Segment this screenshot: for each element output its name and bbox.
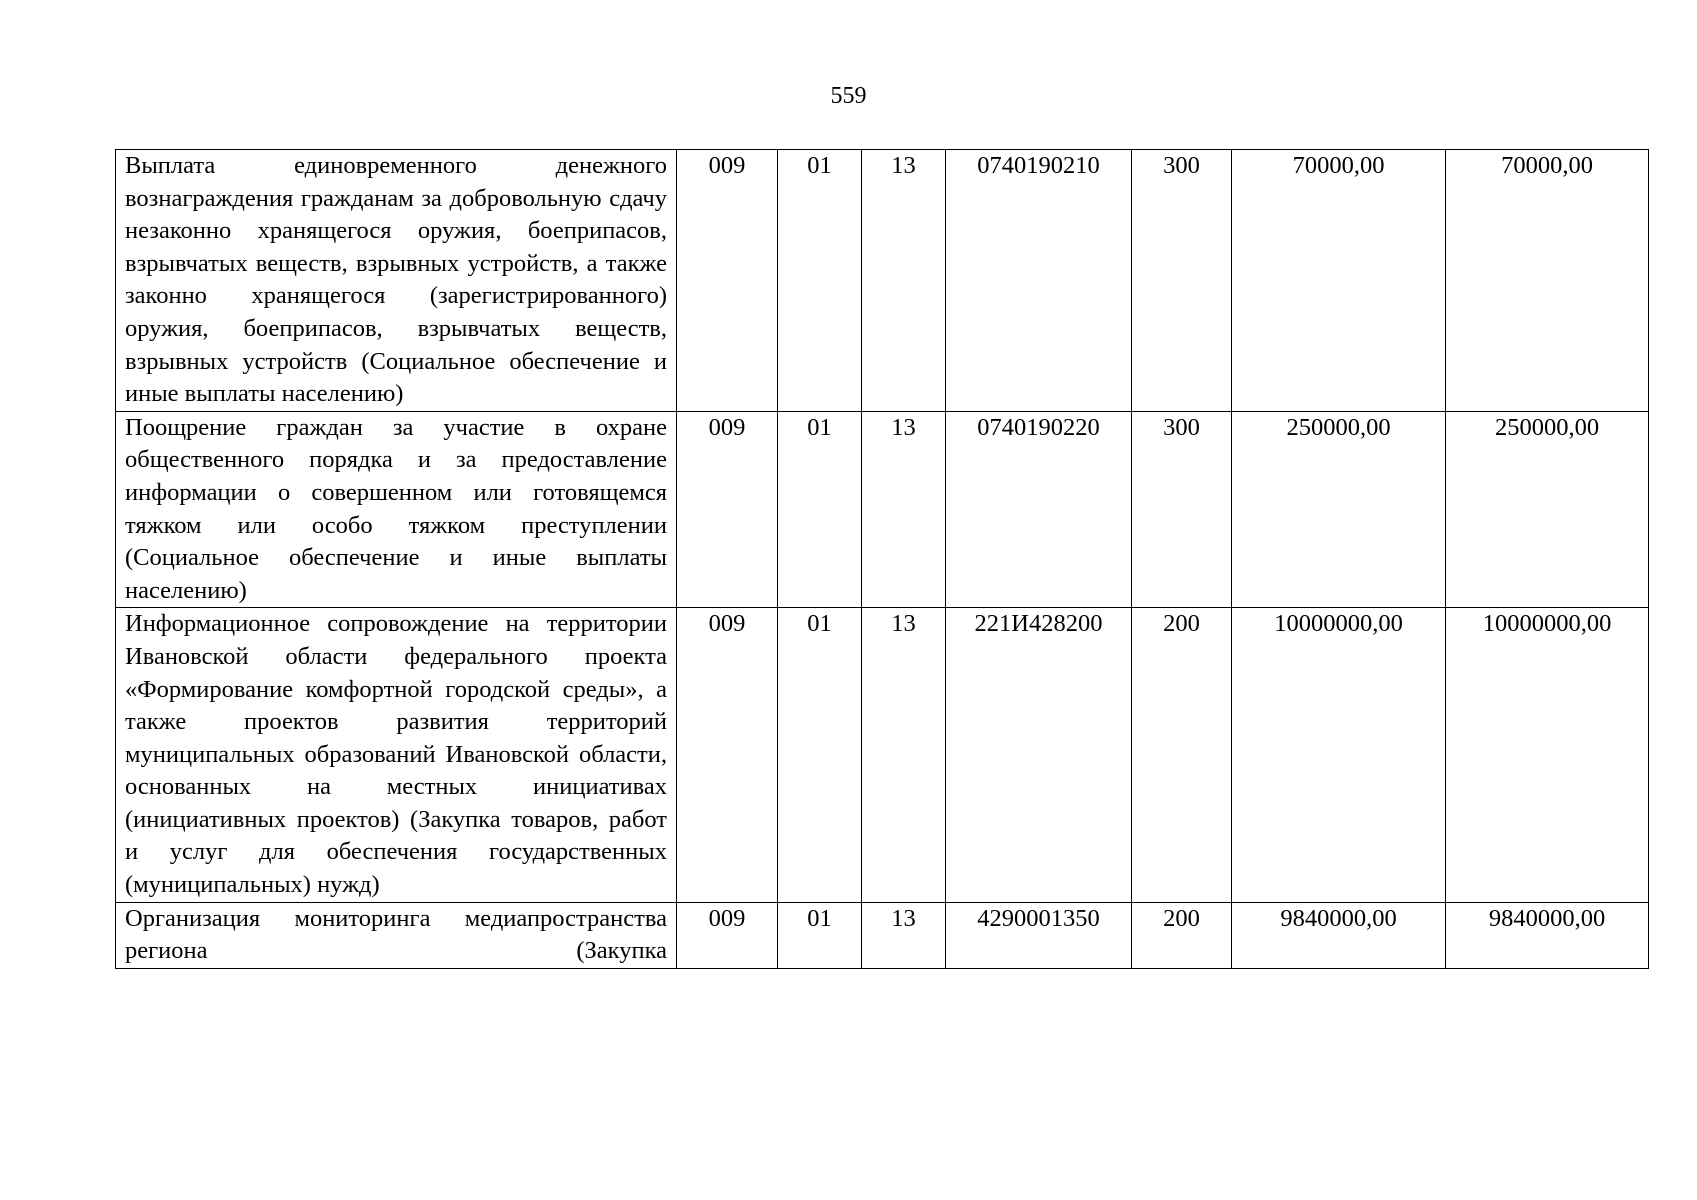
expense-type-code: 300 bbox=[1132, 150, 1232, 412]
expense-name: Выплата единовременного денежного вознаграждения гражданам за добровольную сдачу незаконно хранящегося оружия, боеприпасов, взрывчатых веществ, взрывных устройств, а также законно хранящегося (зарегистрированного) оружия, боеприпасов, взрывчатых веществ, взрывных устройств (Социальное обеспечение и иные выплаты населению) bbox=[116, 150, 677, 412]
section-code: 01 bbox=[778, 608, 862, 902]
expense-type-code: 200 bbox=[1132, 608, 1232, 902]
section-code: 01 bbox=[778, 902, 862, 968]
subsection-code: 13 bbox=[862, 608, 946, 902]
expense-type-code: 300 bbox=[1132, 411, 1232, 608]
subsection-code: 13 bbox=[862, 411, 946, 608]
target-article-code: 4290001350 bbox=[946, 902, 1132, 968]
subsection-code: 13 bbox=[862, 150, 946, 412]
subsection-code: 13 bbox=[862, 902, 946, 968]
ministry-code: 009 bbox=[677, 608, 778, 902]
ministry-code: 009 bbox=[677, 150, 778, 412]
amount-first-year: 10000000,00 bbox=[1232, 608, 1446, 902]
table-row bbox=[116, 150, 1649, 412]
expense-type-code: 200 bbox=[1132, 902, 1232, 968]
expense-name: Информационное сопровождение на территории Ивановской области федерального проекта «Формирование комфортной городской среды», а также проектов развития территорий муниципальных образований Ивановской области, основанных на местных инициативах (инициативных проектов) (Закупка товаров, работ и услуг для обеспечения государственных (муниципальных) нужд) bbox=[116, 608, 677, 902]
target-article-code: 0740190220 bbox=[946, 411, 1132, 608]
section-code: 01 bbox=[778, 150, 862, 412]
ministry-code: 009 bbox=[677, 902, 778, 968]
amount-first-year: 250000,00 bbox=[1232, 411, 1446, 608]
amount-second-year: 250000,00 bbox=[1446, 411, 1649, 608]
budget-table bbox=[115, 149, 1649, 969]
amount-first-year: 70000,00 bbox=[1232, 150, 1446, 412]
ministry-code: 009 bbox=[677, 411, 778, 608]
table-row bbox=[116, 608, 1649, 902]
table-row bbox=[116, 902, 1649, 968]
amount-second-year: 10000000,00 bbox=[1446, 608, 1649, 902]
page-number: 559 bbox=[830, 83, 867, 109]
amount-first-year: 9840000,00 bbox=[1232, 902, 1446, 968]
target-article-code: 221И428200 bbox=[946, 608, 1132, 902]
amount-second-year: 70000,00 bbox=[1446, 150, 1649, 412]
expense-name: Организация мониторинга медиапространства региона (Закупка bbox=[116, 902, 677, 968]
amount-second-year: 9840000,00 bbox=[1446, 902, 1649, 968]
target-article-code: 0740190210 bbox=[946, 150, 1132, 412]
expense-name: Поощрение граждан за участие в охране общественного порядка и за предоставление информации о совершенном или готовящемся тяжком или особо тяжком преступлении (Социальное обеспечение и иные выплаты населению) bbox=[116, 411, 677, 608]
table-row bbox=[116, 411, 1649, 608]
section-code: 01 bbox=[778, 411, 862, 608]
